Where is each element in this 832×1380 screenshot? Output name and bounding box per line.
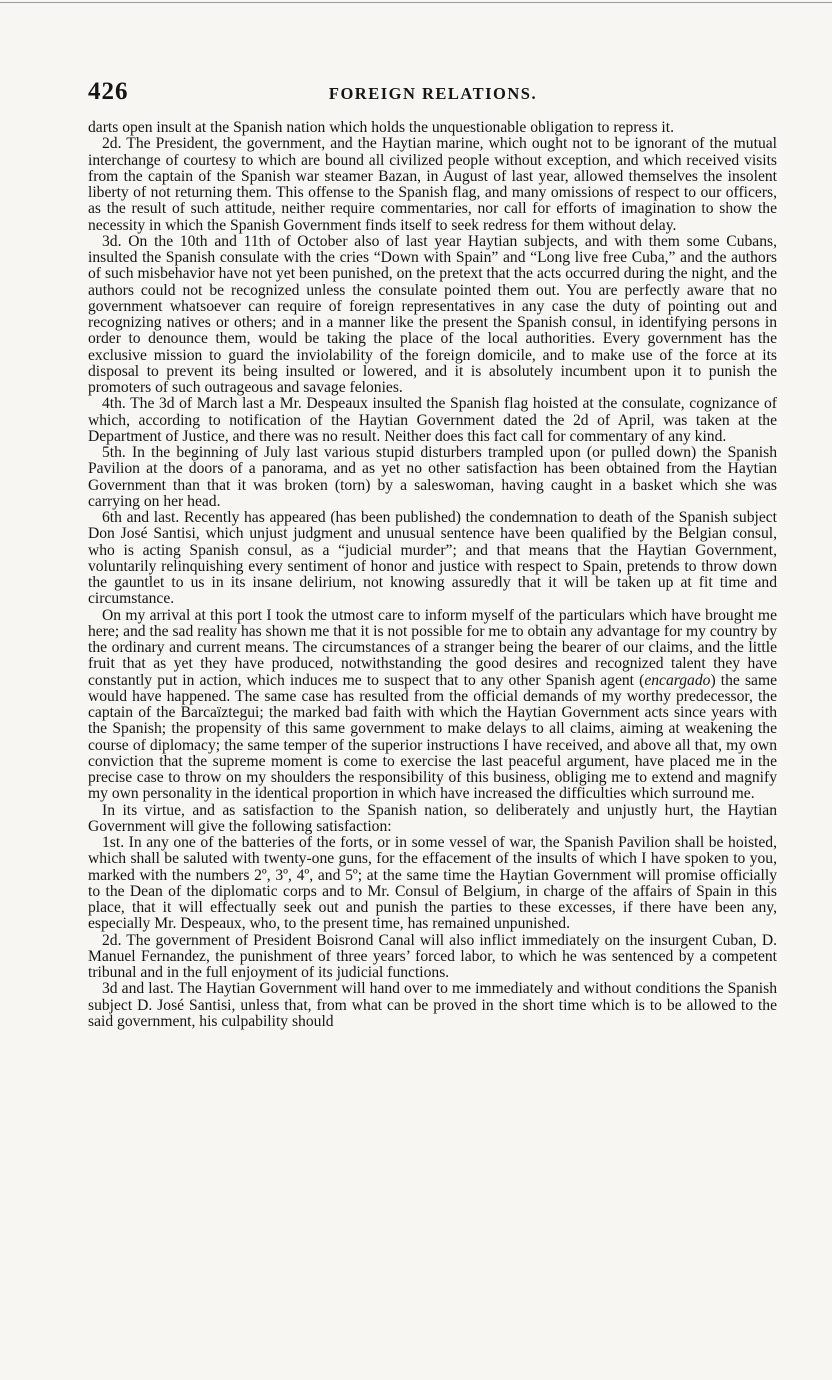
- page-body: [88, 120, 777, 1030]
- paragraph: In its virtue, and as satisfaction to the Spanish nation, so deliberately and unjustly hurt, the Haytian Government will give the following satisfaction:: [88, 801, 777, 835]
- page-number: 426: [88, 78, 129, 105]
- paragraph: 4th. The 3d of March last a Mr. Despeaux insulted the Spanish flag hoisted at the consulate, cognizance of which, according to notification of the Haytian Government dated the 2d of April, was taken at the Department of Justice, and there was no result. Neither does this fact call for commentary of any kind.: [88, 395, 777, 445]
- top-rule: [0, 2, 832, 3]
- paragraph: 1st. In any one of the batteries of the forts, or in some vessel of war, the Spanish Pavilion shall be hoisted, which shall be saluted with twenty-one guns, for the effacement of the insults of which I have spoken to you, marked with the numbers 2º, 3º, 4º, and 5º; at the same time the Haytian Government will promise officially to the Dean of the diplomatic corps and to Mr. Consul of Belgium, in charge of the affairs of Spain in this place, that it will effectually seek out and punish the parties to these excesses, if there have been any, especially Mr. Despeaux, who, to the present time, has remained unpunished.: [88, 834, 777, 933]
- paragraph: 2d. The government of President Boisrond Canal will also inflict immediately on the insurgent Cuban, D. Manuel Fernandez, the punishment of three years’ forced labor, to which he was sentenced by a competent tribunal and in the full enjoyment of its judicial functions.: [88, 931, 777, 981]
- paragraph: 3d. On the 10th and 11th of October also of last year Haytian subjects, and with them some Cubans, insulted the Spanish consulate with the cries “Down with Spain” and “Long live free Cuba,” and the authors of such misbehavior have not yet been punished, on the pretext that the acts occurred during the night, and the authors could not be recognized unless the consulate pointed them out. You are perfectly aware that no government whatsoever can require of foreign representatives in any case the duty of pointing out and recognizing natives or others; and in a manner like the present the Spanish consul, in identifying persons in order to denounce them, would be taking the place of the local authorities. Every government has the exclusive mission to guard the inviolability of the foreign domicile, and to make use of the force at its disposal to prevent its being insulted or lowered, and it is absolutely incumbent upon it to punish the promoters of such outrageous and savage felonies.: [88, 232, 777, 396]
- paragraph: On my arrival at this port I took the utmost care to inform myself of the particulars which have brought me here; and the sad reality has shown me that it is not possible for me to obtain any advantage for my country by the ordinary and current means. The circumstances of a stranger being the bearer of our claims, and the little fruit that as yet they have produced, notwithstanding the good desires and recognized talent they have constantly put in action, which induces me to suspect that to any other Spanish agent (encargado) the same would have happened. The same case has resulted from the official demands of my worthy predecessor, the captain of the Barcaïztegui; the marked bad faith with which the Haytian Government acts since years with the Spanish; the propensity of this same government to make delays to all claims, aiming at weakening the course of diplomacy; the same temper of the superior instructions I have received, and above all that, my own conviction that the supreme moment is come to exercise the last peaceful argument, have placed me in the precise case to throw on my shoulders the responsibility of this business, obliging me to extend and magnify my own personality in the identical proportion in which have increased the difficulties which surround me.: [88, 606, 777, 803]
- paragraph: 3d and last. The Haytian Government will hand over to me immediately and without conditions the Spanish subject D. José Santisi, unless that, from what can be proved in the short time which is to be allowed to the said government, his culpability should: [88, 980, 777, 1030]
- page-header: [88, 78, 778, 108]
- paragraph: 5th. In the beginning of July last various stupid disturbers trampled upon (or pulled down) the Spanish Pavilion at the doors of a panorama, and as yet no other satisfaction has been obtained from the Haytian Government than that it was broken (torn) by a saleswoman, having caught in a basket which she was carrying on her head.: [88, 444, 777, 510]
- paragraph: 6th and last. Recently has appeared (has been published) the condemnation to death of the Spanish subject Don José Santisi, which unjust judgment and unusual sentence have been qualified by the Belgian consul, who is acting Spanish consul, as a “judicial murder”; and that means that the Haytian Government, voluntarily relinquishing every sentiment of honor and justice with respect to Spain, pretends to throw down the gauntlet to us in its insane delirium, not knowing assuredly that it will be taken up at fit time and circumstance.: [88, 509, 777, 608]
- paragraph: darts open insult at the Spanish nation which holds the unquestionable obligation to repress it.: [88, 119, 674, 136]
- running-head: FOREIGN RELATIONS.: [328, 84, 538, 103]
- paragraph: 2d. The President, the government, and the Haytian marine, which ought not to be ignorant of the mutual interchange of courtesy to which are bound all civilized people without exception, and which received visits from the captain of the Spanish war steamer Bazan, in August of last year, allowed themselves the insolent liberty of not returning them. This offense to the Spanish flag, and many omissions of respect to our officers, as the result of such attitude, neither require commentaries, nor call for efforts of imagination to show the necessity in which the Spanish Government finds itself to seek redress for them without delay.: [88, 135, 777, 234]
